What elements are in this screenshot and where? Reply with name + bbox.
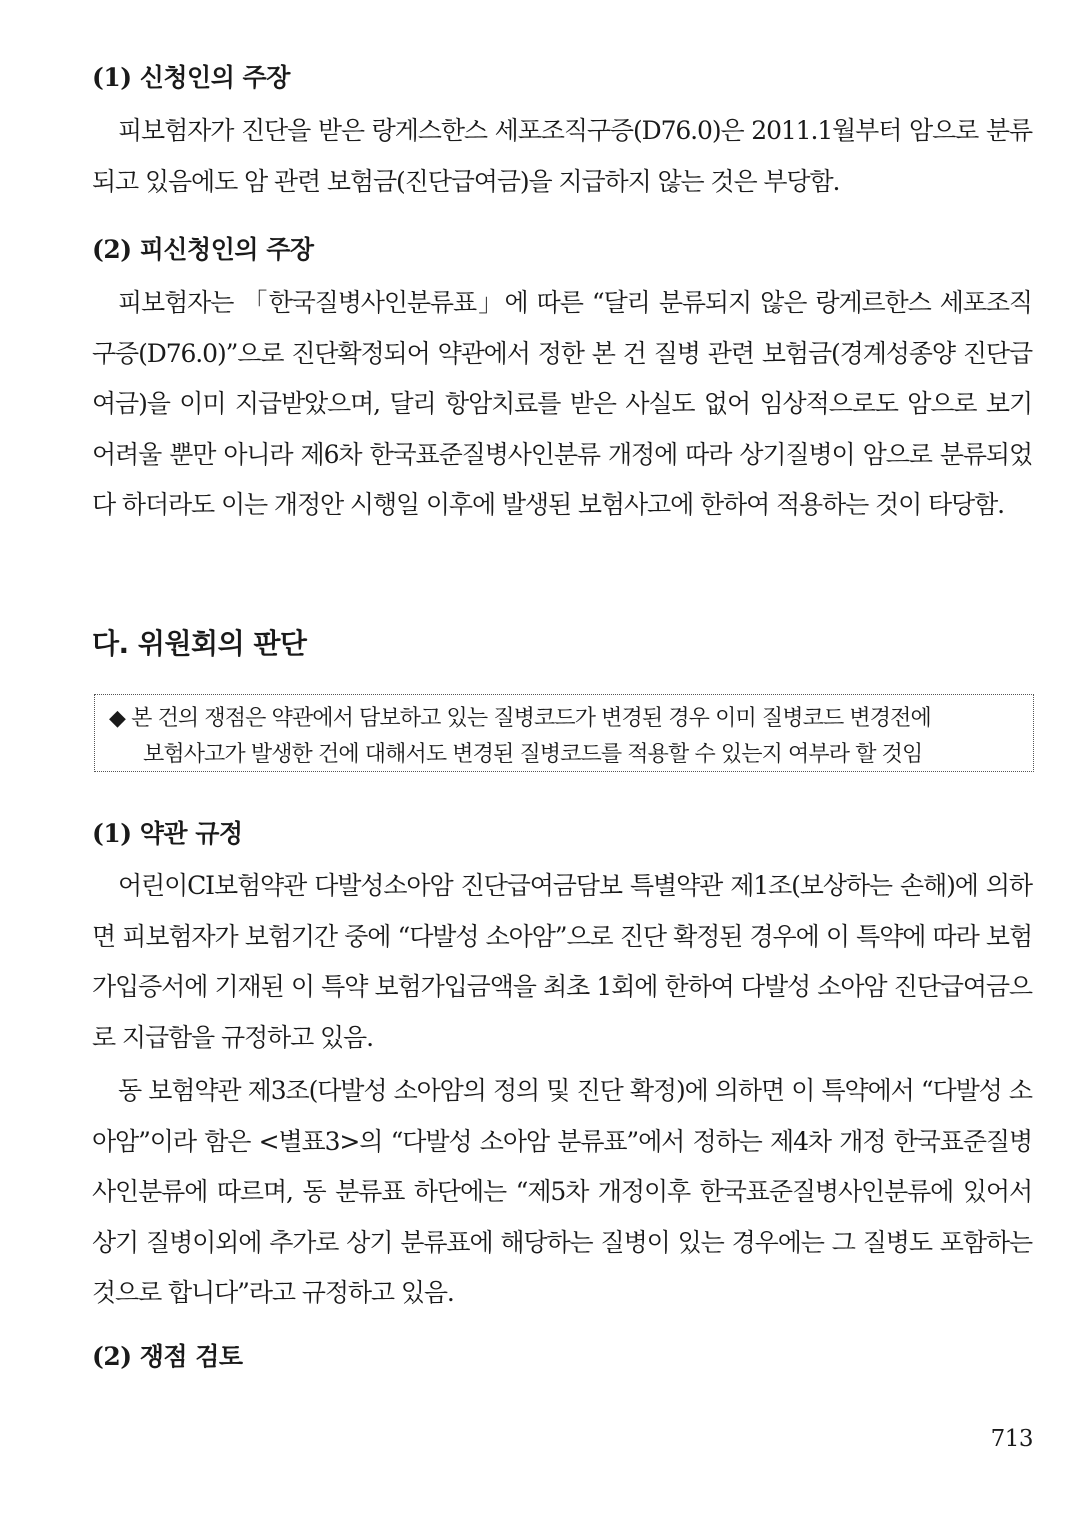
claimant-paragraph: 피보험자가 진단을 받은 랑게스한스 세포조직구증(D76.0)은 2011.1월부터 암으로 분류되고 있음에도 암 관련 보험금(진단급여금)을 지급하지 않는 것은 부당함. [92,116,1032,196]
issue-text-2: 보험사고가 발생한 건에 대해서도 변경된 질병코드를 적용할 수 있는지 여부라 할 것임 [143,742,923,767]
page-number: 713 [990,1426,1033,1452]
respondent-heading: (2) 피신청인의 주장 [92,235,314,264]
diamond-bullet-icon: ◆ [109,706,126,731]
terms-paragraph-2: 동 보험약관 제3조(다발성 소아암의 정의 및 진단 확정)에 의하면 이 특약에서 “다발성 소아암”이라 함은 <별표3>의 “다발성 소아암 분류표”에서 정하는 제4차 개정 한국표준질병사인분류에 따르며, 동 분류표 하단에는 “제5차 개정이후 한국표준질병사인분류에 있어서 상기 질병이외에 추가로 상기 분류표에 해당하는 질병이 있는 경우에는 그 질병도 포함하는 것으로 합니다”라고 규정하고 있음. [92,1076,1032,1307]
issue-box [94,694,1034,772]
terms-paragraph-1: 어린이CI보험약관 다발성소아암 진단급여금담보 특별약관 제1조(보상하는 손해)에 의하면 피보험자가 보험기간 중에 “다발성 소아암”으로 진단 확정된 경우에 이 특약에 따라 보험가입증서에 기재된 이 특약 보험가입금액을 최초 1회에 한하여 다발성 소아암 진단급여금으로 지급함을 규정하고 있음. [92,871,1032,1052]
review-heading: (2) 쟁점 검토 [92,1342,243,1371]
section-title: 다. 위원회의 판단 [92,627,307,660]
terms-heading: (1) 약관 규정 [92,819,243,848]
claimant-heading: (1) 신청인의 주장 [92,63,290,92]
issue-box-line-1 [109,701,931,732]
respondent-paragraph: 피보험자는 「한국질병사인분류표」에 따른 “달리 분류되지 않은 랑게르한스 세포조직구증(D76.0)”으로 진단확정되어 약관에서 정한 본 건 질병 관련 보험금(경계성종양 진단급여금)을 이미 지급받았으며, 달리 항암치료를 받은 사실도 없어 임상적으로도 암으로 보기 어려울 뿐만 아니라 제6차 한국표준질병사인분류 개정에 따라 상기질병이 암으로 분류되었다 하더라도 이는 개정안 시행일 이후에 발생된 보험사고에 한하여 적용하는 것이 타당함. [92,288,1032,519]
issue-text-1: 본 건의 쟁점은 약관에서 담보하고 있는 질병코드가 변경된 경우 이미 질병코드 변경전에 [131,706,931,731]
